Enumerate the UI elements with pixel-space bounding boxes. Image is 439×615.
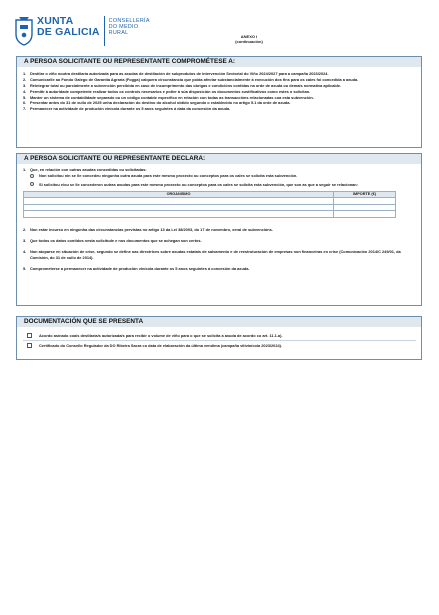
logo-divider [104,16,105,46]
declaration-item [23,266,416,271]
organismo-cell[interactable] [24,211,334,218]
column-header-organismo: ORGANISMO [24,191,334,197]
declarations-list [23,227,416,271]
commitment-item [23,83,416,88]
option-no-other-aid[interactable]: Non solicitou nin se lle concedeu ningunha outra axuda para este mesmo proxecto ou conceptos para os cales se solicita esta subvención. [23,173,416,178]
commitment-number: 7. [23,106,27,112]
logo-wordmark [37,16,100,37]
declarations-section [16,153,422,306]
table-row [24,211,396,218]
declaration-number: 4. [23,249,27,255]
commitment-text: Permitir á autoridade competente realizar todos os controis necesarios e poñer á súa disposición os documentos xustificativos como estes o solicitan. [30,88,311,94]
commitment-number: 3. [23,82,27,88]
documentation-list [17,327,421,354]
commitment-number: 1. [23,71,27,76]
documentation-section [16,316,422,360]
document-checkbox[interactable] [27,333,32,338]
commitment-number: 5. [23,94,27,100]
document-checkbox[interactable] [27,343,32,348]
option-other-aid[interactable]: Si solicitou e/ou se lle concederon outras axudas para este mesmo proxecto ou conceptos para os cales se solicita esta subvención, que son as que a seguir se relacionan: [23,182,416,187]
xunta-logo [14,16,150,46]
annex-subtitle: (continuación) [235,39,263,44]
declaration-number: 2. [23,226,27,232]
commitments-title: A PERSOA SOLICITANTE OU REPRESENTANTE COMPROMÉTESE A: [17,57,421,67]
document-header [14,16,424,50]
logo-line1: XUNTA [37,15,74,27]
commitment-number: 6. [23,100,27,106]
declarations-title: A PERSOA SOLICITANTE OU REPRESENTANTE DECLARA: [17,154,421,164]
commitment-item [23,77,416,82]
declaration-item [23,238,416,243]
document-checkbox-item[interactable] [23,331,416,341]
commitments-section [16,56,422,148]
annex-title: ANEXO I [240,34,258,39]
importe-cell[interactable] [334,211,396,218]
declarations-body [17,164,421,274]
declaration-item [23,227,416,232]
annex-heading [219,34,279,44]
commitment-text: Presentar antes do 31 de xullo de 2025 unha declaración do destino do alcohol obtido segundo o establecido no artigo 5.1 da orde de axuda. [30,100,291,106]
commitment-text: Permanecer na actividade de produción vinícola durante os 5 anos seguintes á data da concesión da axuda. [30,106,231,112]
commitment-text: Destilar o viño noutra destilaría autorizada para as axudas de destilación de subprodutos de intervención Sectorial do Viño 2024/2027 para a campaña 2023/2024. [30,71,329,76]
declaration-text: Comprometerse a permanecer na actividade de produción vinícola durante os 5 anos seguintes á concesión da axuda. [30,265,250,271]
declaration-number: 5. [23,265,27,271]
commitment-item [23,71,416,76]
consellaria-line3: RURAL [108,30,129,37]
column-header-importe: IMPORTE (€) [334,191,396,197]
declaration-text: Que todos os datos contidos nesta solicitude e nos documentos que se achegan son certos. [30,237,202,243]
commitment-item [23,95,416,100]
declaration-item [23,249,416,260]
document-label: Acordo asinado coa/s destilaría/s autorizada/s para recibir o volume de viño para o que se solicita a axuda de acordo co art. 11.1.a). [39,333,283,338]
commitment-text: Reintegrar total ou parcialmente a subvención percibida en caso de incumprimento das obrigas e condicións contidas na orde de axuda ou demais normativa aplicable. [30,82,342,88]
consellaria-line1: CONSELLERÍA [108,18,150,24]
documentation-title: DOCUMENTACIÓN QUE SE PRESENTA [17,317,421,327]
commitment-item [23,89,416,94]
logo-line2: DE GALICIA [37,25,100,38]
declaration-number: 3. [23,237,27,243]
declaration-text: Non atoparse en situación de crise, segundo se define nas directrices sobre axudas estatais de salvamento e de reestruturación de empresas non financeiras en crise (Comunicación 2014/C 249/01, da Comisión, do 31 de xullo de 2014). [30,249,401,260]
declaration-item-1: 1. Que, en relación con outras axudas concedidas ou solicitadas: [23,167,147,172]
commitment-text: Manter un sistema de contabilidade separado ou un código contable específico en relación con todas as transaccións relacionadas coa esta subvención. [30,94,314,100]
commitments-list [17,67,421,115]
document-checkbox-item[interactable] [23,341,416,350]
consellaria-name [109,16,150,37]
consellaria-line2: DO MEDIO [108,24,139,31]
declaration-text: Non estar incurso en ningunha das circunstancias previstas no artigo 13 da Lei 38/2003, do 17 de novembro, xeral de subvencións. [30,226,273,232]
radio-no-other-aid[interactable] [30,174,34,178]
commitment-text: Comunicarlle ao Fondo Galego de Garantía Agraria (Fogga) calquera circunstancia que poida afectar substancialmente á execución dos fins para os cales foi concedida a axuda. [30,76,359,82]
commitment-number: 2. [23,76,27,82]
other-aid-table [23,191,396,218]
galicia-emblem-icon [14,16,34,46]
commitment-number: 4. [23,88,27,94]
commitment-item [23,100,416,105]
document-label: Certificado do Consello Regulador da DO Ribeira Sacra co data de elaboración da última vendima (campaña vitivinícola 2023/2024). [39,343,283,349]
commitment-item [23,106,416,111]
radio-other-aid[interactable] [30,182,34,186]
